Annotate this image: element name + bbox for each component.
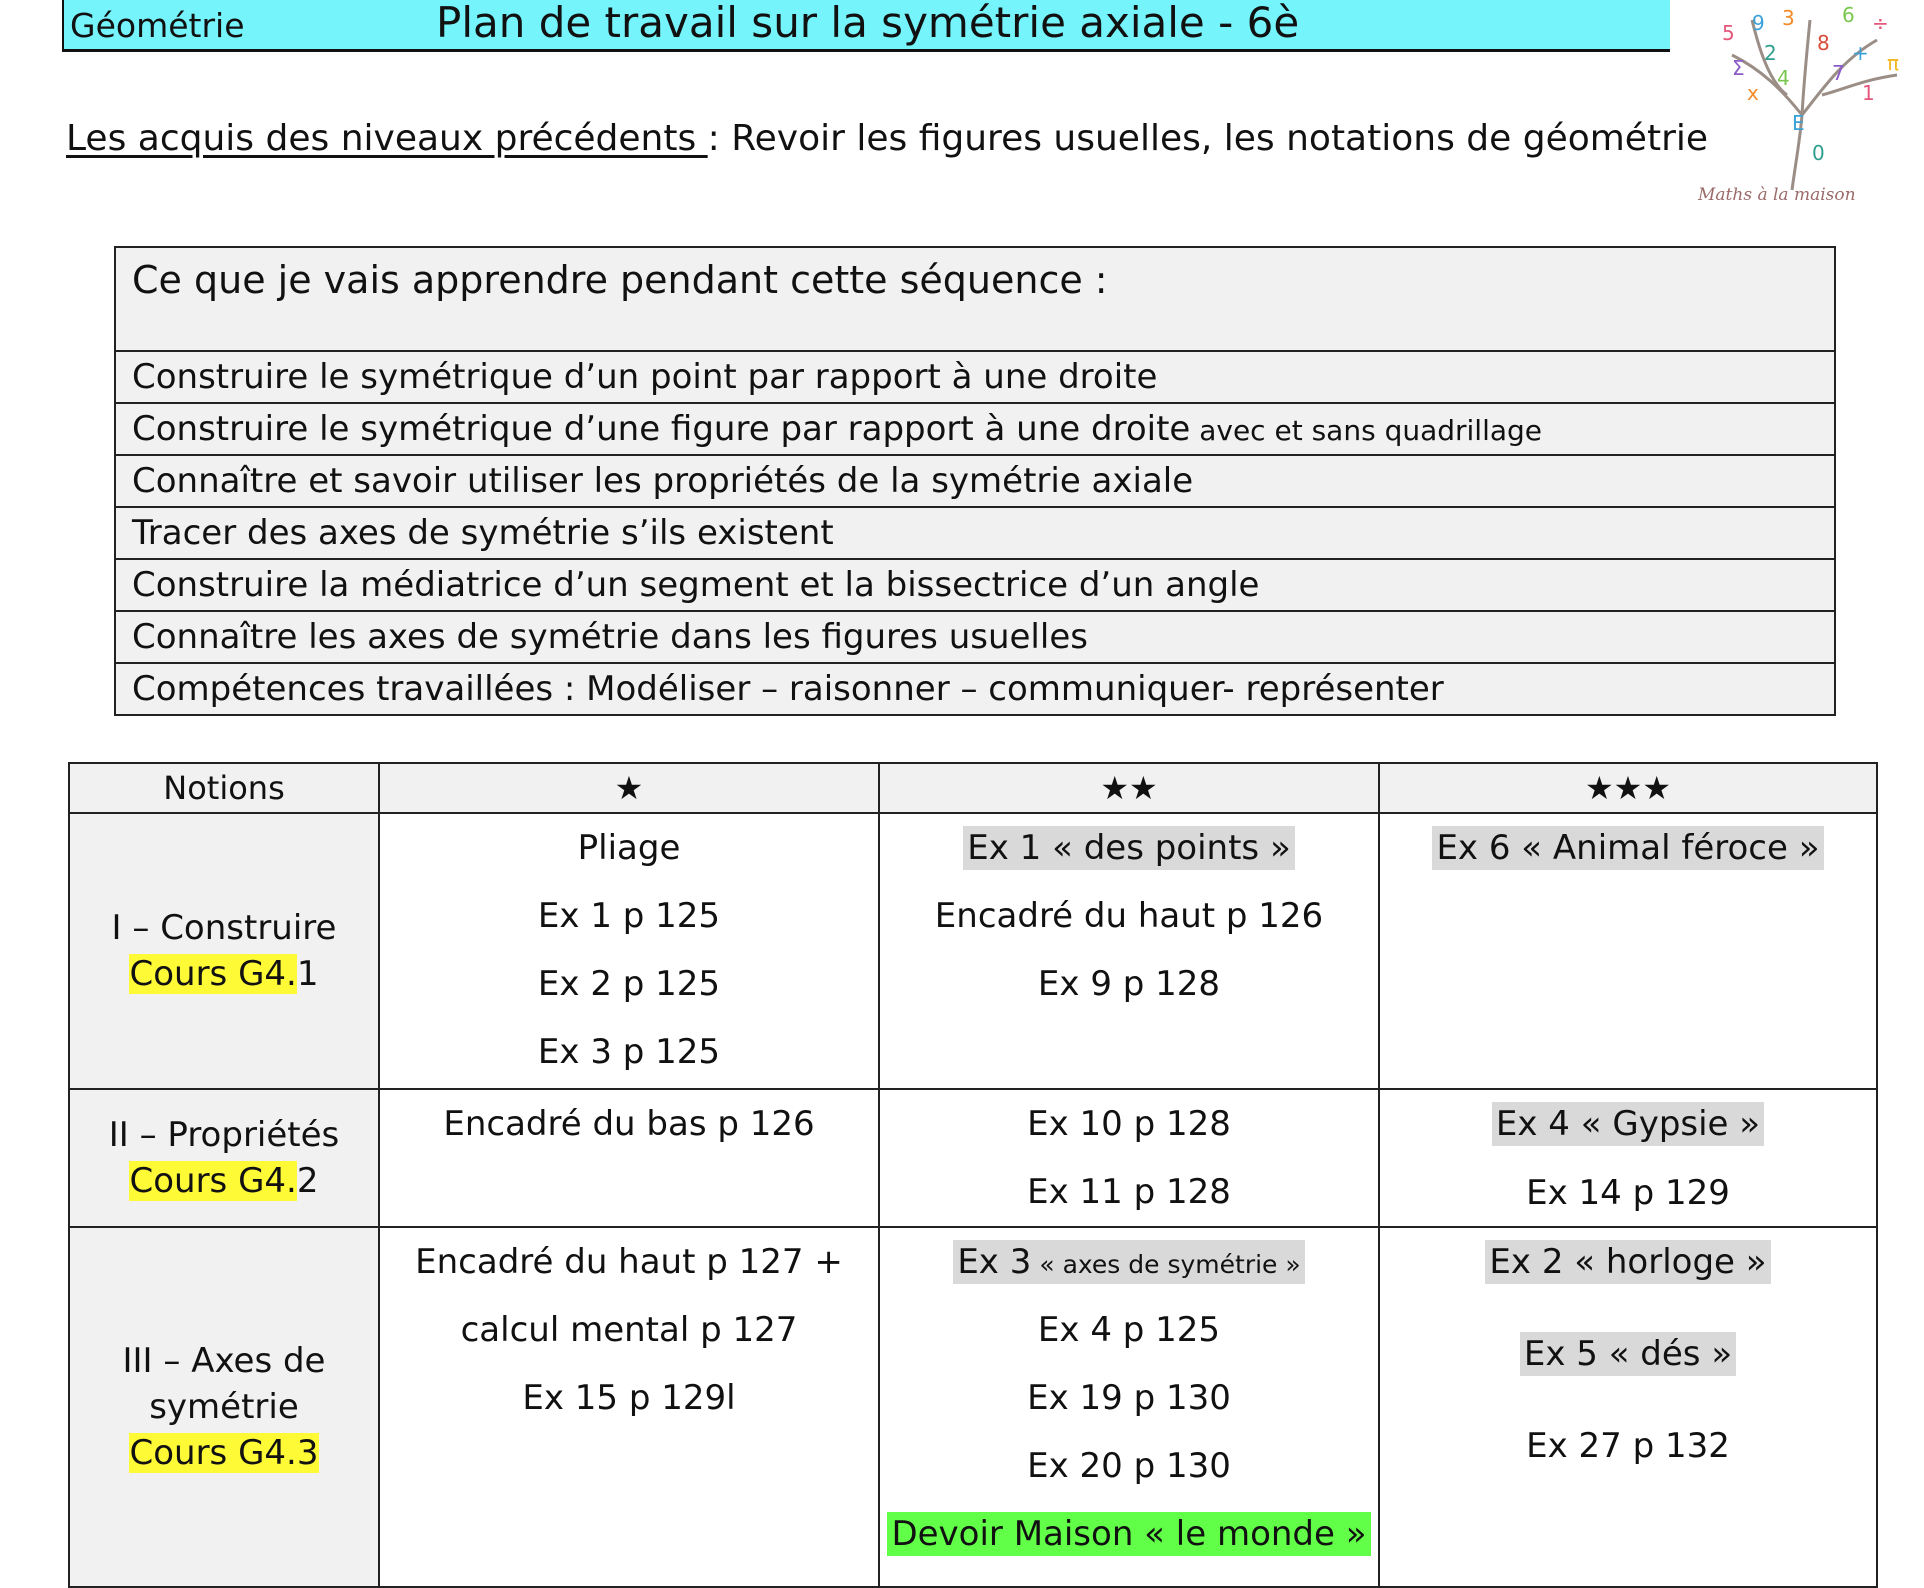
level-2-cell [879, 1089, 1379, 1227]
course-ref: Cours G4.1 [129, 954, 319, 994]
exercise: Ex 9 p 128 [1037, 964, 1221, 1004]
level-3-cell [1379, 1089, 1877, 1227]
goals-heading-row [115, 247, 1835, 351]
svg-text:9: 9 [1752, 11, 1765, 35]
goal-item: Connaître et savoir utiliser les propriétés de la symétrie axiale [115, 455, 1835, 507]
svg-text:2: 2 [1764, 41, 1777, 65]
goal-row [115, 611, 1835, 663]
goal-item: Construire la médiatrice d’un segment et la bissectrice d’un angle [115, 559, 1835, 611]
goal-row [115, 455, 1835, 507]
header-level-3: ★★★ [1379, 763, 1877, 813]
exercise: Pliage [577, 828, 681, 868]
exercise: Ex 2 « horloge » [1386, 1228, 1870, 1296]
svg-text:+: + [1852, 41, 1869, 65]
tree-logo-icon [1692, 0, 1924, 210]
course-ref: Cours G4.3 [129, 1433, 319, 1473]
header-bar [62, 0, 1670, 52]
exercise: Ex 4 « Gypsie » [1386, 1090, 1870, 1158]
goal-row [115, 559, 1835, 611]
level-1-cell [379, 813, 879, 1089]
notion-cell [69, 1089, 379, 1227]
notion-title: III – Axes de [122, 1341, 326, 1381]
exercise: Ex 4 p 125 [1037, 1310, 1221, 1350]
exercise: Ex 1 p 125 [537, 896, 721, 936]
exercise: Ex 6 « Animal féroce » [1386, 814, 1870, 882]
subject-label: Géométrie [70, 6, 245, 45]
svg-text:6: 6 [1842, 3, 1855, 27]
course-ref: Cours G4.2 [129, 1161, 319, 1201]
exercise: Ex 2 p 125 [537, 964, 721, 1004]
goal-item: Tracer des axes de symétrie s’ils existent [115, 507, 1835, 559]
svg-text:Σ: Σ [1732, 56, 1745, 80]
level-3-cell [1379, 1227, 1877, 1587]
exercise: Ex 3 « axes de symétrie » [886, 1228, 1372, 1296]
exercise: Ex 5 « dés » [1386, 1320, 1870, 1388]
notion-title-cont: symétrie [149, 1387, 299, 1427]
prereq-text: : Revoir les figures usuelles, les notations de géométrie [707, 118, 1709, 159]
notion-cell [69, 1227, 379, 1587]
level-3-cell [1379, 813, 1877, 1089]
level-1-cell [379, 1089, 879, 1227]
exercise: Encadré du haut p 127 + [415, 1242, 843, 1282]
goal-item: Construire le symétrique d’un point par rapport à une droite [115, 351, 1835, 403]
logo [1692, 0, 1924, 210]
goals-heading: Ce que je vais apprendre pendant cette séquence : [115, 247, 1835, 351]
svg-text:1: 1 [1862, 81, 1875, 105]
notion-title: I – Construire [111, 908, 337, 948]
homework: Devoir Maison « le monde » [886, 1500, 1372, 1568]
level-1-cell [379, 1227, 879, 1587]
goal-item: Connaître les axes de symétrie dans les figures usuelles [115, 611, 1835, 663]
exercise: calcul mental p 127 [460, 1310, 798, 1350]
svg-text:E: E [1792, 111, 1805, 135]
goal-row [115, 351, 1835, 403]
prereq-label: Les acquis des niveaux précédents [66, 118, 708, 159]
work-plan-table [68, 762, 1878, 1588]
logo-signature: Maths à la maison [1698, 185, 1856, 205]
goal-item: Compétences travaillées : Modéliser – raisonner – communiquer- représenter [115, 663, 1835, 715]
exercise: Ex 14 p 129 [1526, 1173, 1730, 1213]
goals-table [114, 246, 1836, 716]
notion-title: II – Propriétés [108, 1115, 340, 1155]
plan-row-construire [69, 813, 1877, 1089]
header-notions: Notions [69, 763, 379, 813]
svg-text:7: 7 [1832, 61, 1845, 85]
level-2-cell [879, 813, 1379, 1089]
notion-cell [69, 813, 379, 1089]
plan-row-axes [69, 1227, 1877, 1587]
page-title: Plan de travail sur la symétrie axiale - 6è [436, 0, 1300, 47]
svg-text:÷: ÷ [1872, 11, 1889, 35]
exercise: Ex 11 p 128 [1027, 1172, 1231, 1212]
goal-row [115, 403, 1835, 455]
header-level-2: ★★ [879, 763, 1379, 813]
exercise: Ex 15 p 129l [522, 1378, 736, 1418]
exercise: Ex 1 « des points » [886, 814, 1372, 882]
svg-text:3: 3 [1782, 6, 1795, 30]
exercise: Ex 20 p 130 [1027, 1446, 1231, 1486]
exercise: Encadré du haut p 126 [934, 896, 1324, 936]
svg-text:8: 8 [1817, 31, 1830, 55]
header-level-1: ★ [379, 763, 879, 813]
svg-text:4: 4 [1777, 66, 1790, 90]
exercise: Encadré du bas p 126 [443, 1104, 815, 1144]
goal-item: Construire le symétrique d’une figure par rapport à une droite avec et sans quadrillage [115, 403, 1835, 455]
exercise: Ex 19 p 130 [1027, 1378, 1231, 1418]
plan-row-proprietes [69, 1089, 1877, 1227]
svg-text:5: 5 [1722, 21, 1735, 45]
prerequisites [66, 118, 1708, 159]
level-2-cell [879, 1227, 1379, 1587]
svg-text:0: 0 [1812, 141, 1825, 165]
svg-text:x: x [1747, 81, 1759, 105]
exercise: Ex 3 p 125 [537, 1032, 721, 1072]
exercise: Ex 27 p 132 [1526, 1426, 1730, 1466]
svg-text:π: π [1887, 51, 1900, 75]
goal-note: avec et sans quadrillage [1190, 414, 1543, 447]
plan-header-row [69, 763, 1877, 813]
exercise: Ex 10 p 128 [1027, 1104, 1231, 1144]
goal-row [115, 663, 1835, 715]
goal-row [115, 507, 1835, 559]
